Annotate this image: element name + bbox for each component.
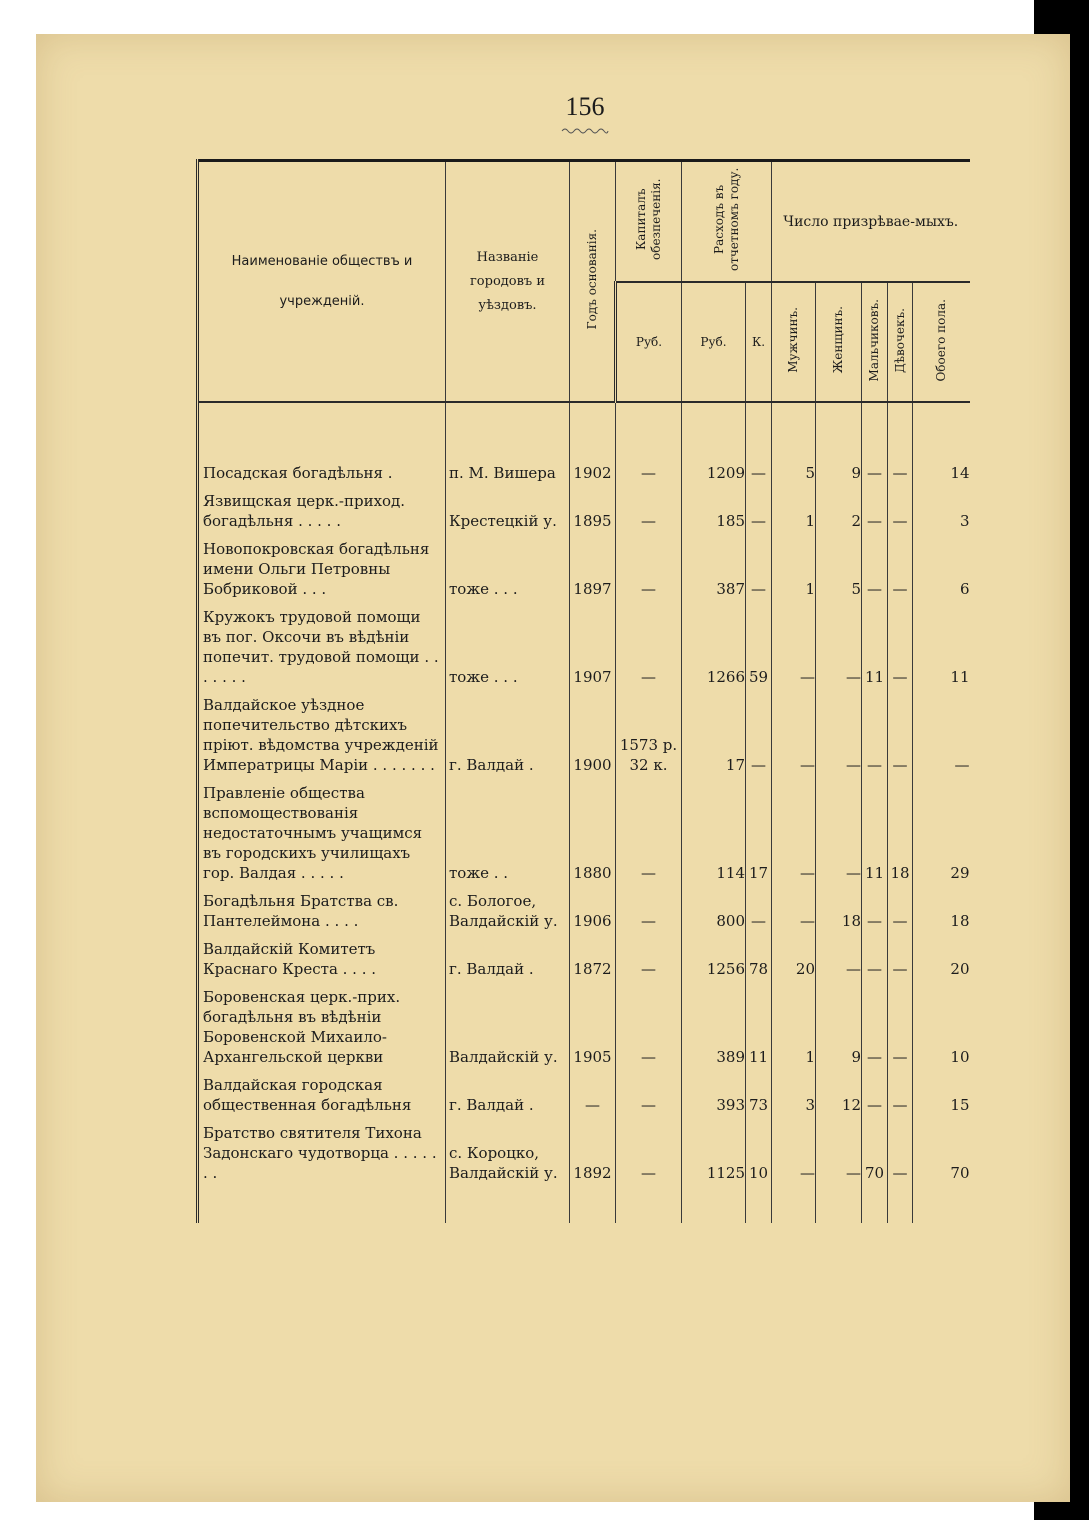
row-women: — bbox=[816, 1123, 862, 1223]
row-kop: — bbox=[746, 891, 772, 939]
row-capital: — bbox=[616, 891, 682, 939]
statistics-table bbox=[196, 159, 970, 1223]
row-boys: 11 bbox=[862, 783, 888, 891]
row-capital: — bbox=[616, 1075, 682, 1123]
row-year: 1906 bbox=[570, 891, 616, 939]
row-total: 11 bbox=[913, 607, 970, 695]
row-boys: — bbox=[862, 891, 888, 939]
row-rub: 185 bbox=[682, 491, 746, 539]
row-boys: — bbox=[862, 987, 888, 1075]
header-year-cell bbox=[570, 161, 616, 403]
row-kop: 59 bbox=[746, 607, 772, 695]
row-men: — bbox=[772, 783, 816, 891]
row-total: 6 bbox=[913, 539, 970, 607]
row-total: 15 bbox=[913, 1075, 970, 1123]
row-year: 1895 bbox=[570, 491, 616, 539]
row-name: Посадская богадѣльня . bbox=[198, 402, 446, 491]
row-girls: — bbox=[888, 939, 913, 987]
header-boys-cell bbox=[862, 282, 888, 402]
row-men: — bbox=[772, 891, 816, 939]
row-rub: 393 bbox=[682, 1075, 746, 1123]
header-expense-cell bbox=[682, 161, 772, 283]
row-total: 70 bbox=[913, 1123, 970, 1223]
row-women: — bbox=[816, 607, 862, 695]
header-capital-rub: Руб. bbox=[616, 282, 682, 402]
row-name: Валдайская городская общественная богадѣльня bbox=[198, 1075, 446, 1123]
row-name: Валдайское уѣздное попечительство дѣтскихъ пріют. вѣдомства учрежденій Императрицы Маріи . . . . . . . bbox=[198, 695, 446, 783]
row-girls: — bbox=[888, 695, 913, 783]
row-girls: — bbox=[888, 539, 913, 607]
row-kop: — bbox=[746, 491, 772, 539]
row-capital: 1573 р. 32 к. bbox=[616, 695, 682, 783]
table-row bbox=[198, 402, 970, 491]
row-year: 1880 bbox=[570, 783, 616, 891]
header-men-cell bbox=[772, 282, 816, 402]
table-row bbox=[198, 695, 970, 783]
row-year: 1907 bbox=[570, 607, 616, 695]
row-women: 2 bbox=[816, 491, 862, 539]
row-women: 18 bbox=[816, 891, 862, 939]
row-girls: 18 bbox=[888, 783, 913, 891]
header-capital: Капиталъ обезпеченія. bbox=[633, 178, 663, 261]
row-name: Братство святителя Тихона Задонскаго чудотворца . . . . . . . bbox=[198, 1123, 446, 1223]
header-name: Наименованіе обществъ и учрежденій. bbox=[198, 161, 446, 403]
row-rub: 387 bbox=[682, 539, 746, 607]
row-capital: — bbox=[616, 939, 682, 987]
row-women: — bbox=[816, 939, 862, 987]
header-men: Мужчинъ. bbox=[786, 307, 800, 373]
header-girls: Дѣвочекъ. bbox=[892, 307, 907, 373]
row-town: п. М. Вишера bbox=[446, 402, 570, 491]
row-boys: — bbox=[862, 491, 888, 539]
row-name: Правленіе общества вспомоществованія недостаточнымъ учащимся въ городскихъ училищахъ гор. Валдая . . . . . bbox=[198, 783, 446, 891]
row-girls: — bbox=[888, 402, 913, 491]
row-women: — bbox=[816, 695, 862, 783]
row-rub: 17 bbox=[682, 695, 746, 783]
row-total: 14 bbox=[913, 402, 970, 491]
row-total: 10 bbox=[913, 987, 970, 1075]
row-year: 1905 bbox=[570, 987, 616, 1075]
row-boys: — bbox=[862, 939, 888, 987]
row-total: 20 bbox=[913, 939, 970, 987]
table-row bbox=[198, 491, 970, 539]
row-boys: — bbox=[862, 539, 888, 607]
row-year: 1902 bbox=[570, 402, 616, 491]
row-men: 20 bbox=[772, 939, 816, 987]
header-women: Женщинъ. bbox=[831, 306, 845, 374]
header-boys: Мальчиковъ. bbox=[867, 298, 881, 382]
row-year: — bbox=[570, 1075, 616, 1123]
table-row bbox=[198, 891, 970, 939]
row-town: тоже . . . bbox=[446, 607, 570, 695]
row-name: Богадѣльня Братства св. Пантелеймона . . . . bbox=[198, 891, 446, 939]
row-capital: — bbox=[616, 1123, 682, 1223]
row-total: 29 bbox=[913, 783, 970, 891]
header-women-cell bbox=[816, 282, 862, 402]
row-town: Крестецкій у. bbox=[446, 491, 570, 539]
row-kop: — bbox=[746, 402, 772, 491]
row-kop: 10 bbox=[746, 1123, 772, 1223]
row-girls: — bbox=[888, 891, 913, 939]
row-girls: — bbox=[888, 607, 913, 695]
row-kop: 73 bbox=[746, 1075, 772, 1123]
row-town: г. Валдай . bbox=[446, 1075, 570, 1123]
row-capital: — bbox=[616, 987, 682, 1075]
row-girls: — bbox=[888, 1123, 913, 1223]
table-row bbox=[198, 1123, 970, 1223]
row-boys: — bbox=[862, 1075, 888, 1123]
table-row bbox=[198, 783, 970, 891]
row-boys: — bbox=[862, 695, 888, 783]
row-total: — bbox=[913, 695, 970, 783]
row-capital: — bbox=[616, 607, 682, 695]
header-expense-kop: К. bbox=[746, 282, 772, 402]
header-group: Число призрѣвае-мыхъ. bbox=[772, 161, 970, 283]
row-rub: 1256 bbox=[682, 939, 746, 987]
table-row bbox=[198, 987, 970, 1075]
row-year: 1892 bbox=[570, 1123, 616, 1223]
ornament-squiggle bbox=[560, 126, 610, 134]
row-name: Язвищская церк.-приход. богадѣльня . . . . . bbox=[198, 491, 446, 539]
row-rub: 1125 bbox=[682, 1123, 746, 1223]
table-row bbox=[198, 539, 970, 607]
header-expense-rub: Руб. bbox=[682, 282, 746, 402]
row-rub: 800 bbox=[682, 891, 746, 939]
row-capital: — bbox=[616, 783, 682, 891]
row-kop: — bbox=[746, 539, 772, 607]
row-rub: 114 bbox=[682, 783, 746, 891]
row-men: — bbox=[772, 607, 816, 695]
row-men: 1 bbox=[772, 987, 816, 1075]
row-kop: — bbox=[746, 695, 772, 783]
row-women: — bbox=[816, 783, 862, 891]
row-total: 18 bbox=[913, 891, 970, 939]
table-row bbox=[198, 1075, 970, 1123]
header-town: Названіе городовъ и уѣздовъ. bbox=[446, 161, 570, 403]
row-town: Валдайскій у. bbox=[446, 987, 570, 1075]
row-town: г. Валдай . bbox=[446, 939, 570, 987]
row-town: с. Короцко, Валдайскій у. bbox=[446, 1123, 570, 1223]
row-rub: 389 bbox=[682, 987, 746, 1075]
row-capital: — bbox=[616, 402, 682, 491]
row-town: с. Бологое, Валдайскій у. bbox=[446, 891, 570, 939]
row-women: 9 bbox=[816, 987, 862, 1075]
header-total: Обоего пола. bbox=[933, 298, 948, 382]
row-men: 1 bbox=[772, 491, 816, 539]
row-total: 3 bbox=[913, 491, 970, 539]
table-row bbox=[198, 939, 970, 987]
row-town: тоже . . . bbox=[446, 539, 570, 607]
row-men: 1 bbox=[772, 539, 816, 607]
row-girls: — bbox=[888, 987, 913, 1075]
row-rub: 1266 bbox=[682, 607, 746, 695]
row-men: 3 bbox=[772, 1075, 816, 1123]
row-capital: — bbox=[616, 491, 682, 539]
header-expense: Расходъ въ отчетномъ году. bbox=[711, 167, 741, 272]
row-men: 5 bbox=[772, 402, 816, 491]
row-name: Кружокъ трудовой помощи въ пог. Оксочи въ вѣдѣніи попечит. трудовой помощи . . . . . . . bbox=[198, 607, 446, 695]
header-total-cell bbox=[913, 282, 970, 402]
header-capital-cell bbox=[616, 161, 682, 283]
row-women: 12 bbox=[816, 1075, 862, 1123]
row-year: 1900 bbox=[570, 695, 616, 783]
row-women: 5 bbox=[816, 539, 862, 607]
row-kop: 78 bbox=[746, 939, 772, 987]
row-rub: 1209 bbox=[682, 402, 746, 491]
row-town: г. Валдай . bbox=[446, 695, 570, 783]
row-boys: 70 bbox=[862, 1123, 888, 1223]
row-name: Боровенская церк.-прих. богадѣльня въ вѣдѣніи Боровенской Михаило-Архангельской церкви bbox=[198, 987, 446, 1075]
row-men: — bbox=[772, 1123, 816, 1223]
row-name: Валдайскій Комитетъ Краснаго Креста . . . . bbox=[198, 939, 446, 987]
row-kop: 17 bbox=[746, 783, 772, 891]
row-girls: — bbox=[888, 1075, 913, 1123]
row-kop: 11 bbox=[746, 987, 772, 1075]
row-capital: — bbox=[616, 539, 682, 607]
row-name: Новопокровская богадѣльня имени Ольги Петровны Бобриковой . . . bbox=[198, 539, 446, 607]
row-year: 1872 bbox=[570, 939, 616, 987]
row-girls: — bbox=[888, 491, 913, 539]
row-boys: 11 bbox=[862, 607, 888, 695]
row-men: — bbox=[772, 695, 816, 783]
row-boys: — bbox=[862, 402, 888, 491]
row-town: тоже . . bbox=[446, 783, 570, 891]
table-row bbox=[198, 607, 970, 695]
page-number: 156 bbox=[565, 92, 605, 121]
header-girls-cell bbox=[888, 282, 913, 402]
row-women: 9 bbox=[816, 402, 862, 491]
row-year: 1897 bbox=[570, 539, 616, 607]
header-year: Годъ основанія. bbox=[584, 229, 599, 330]
